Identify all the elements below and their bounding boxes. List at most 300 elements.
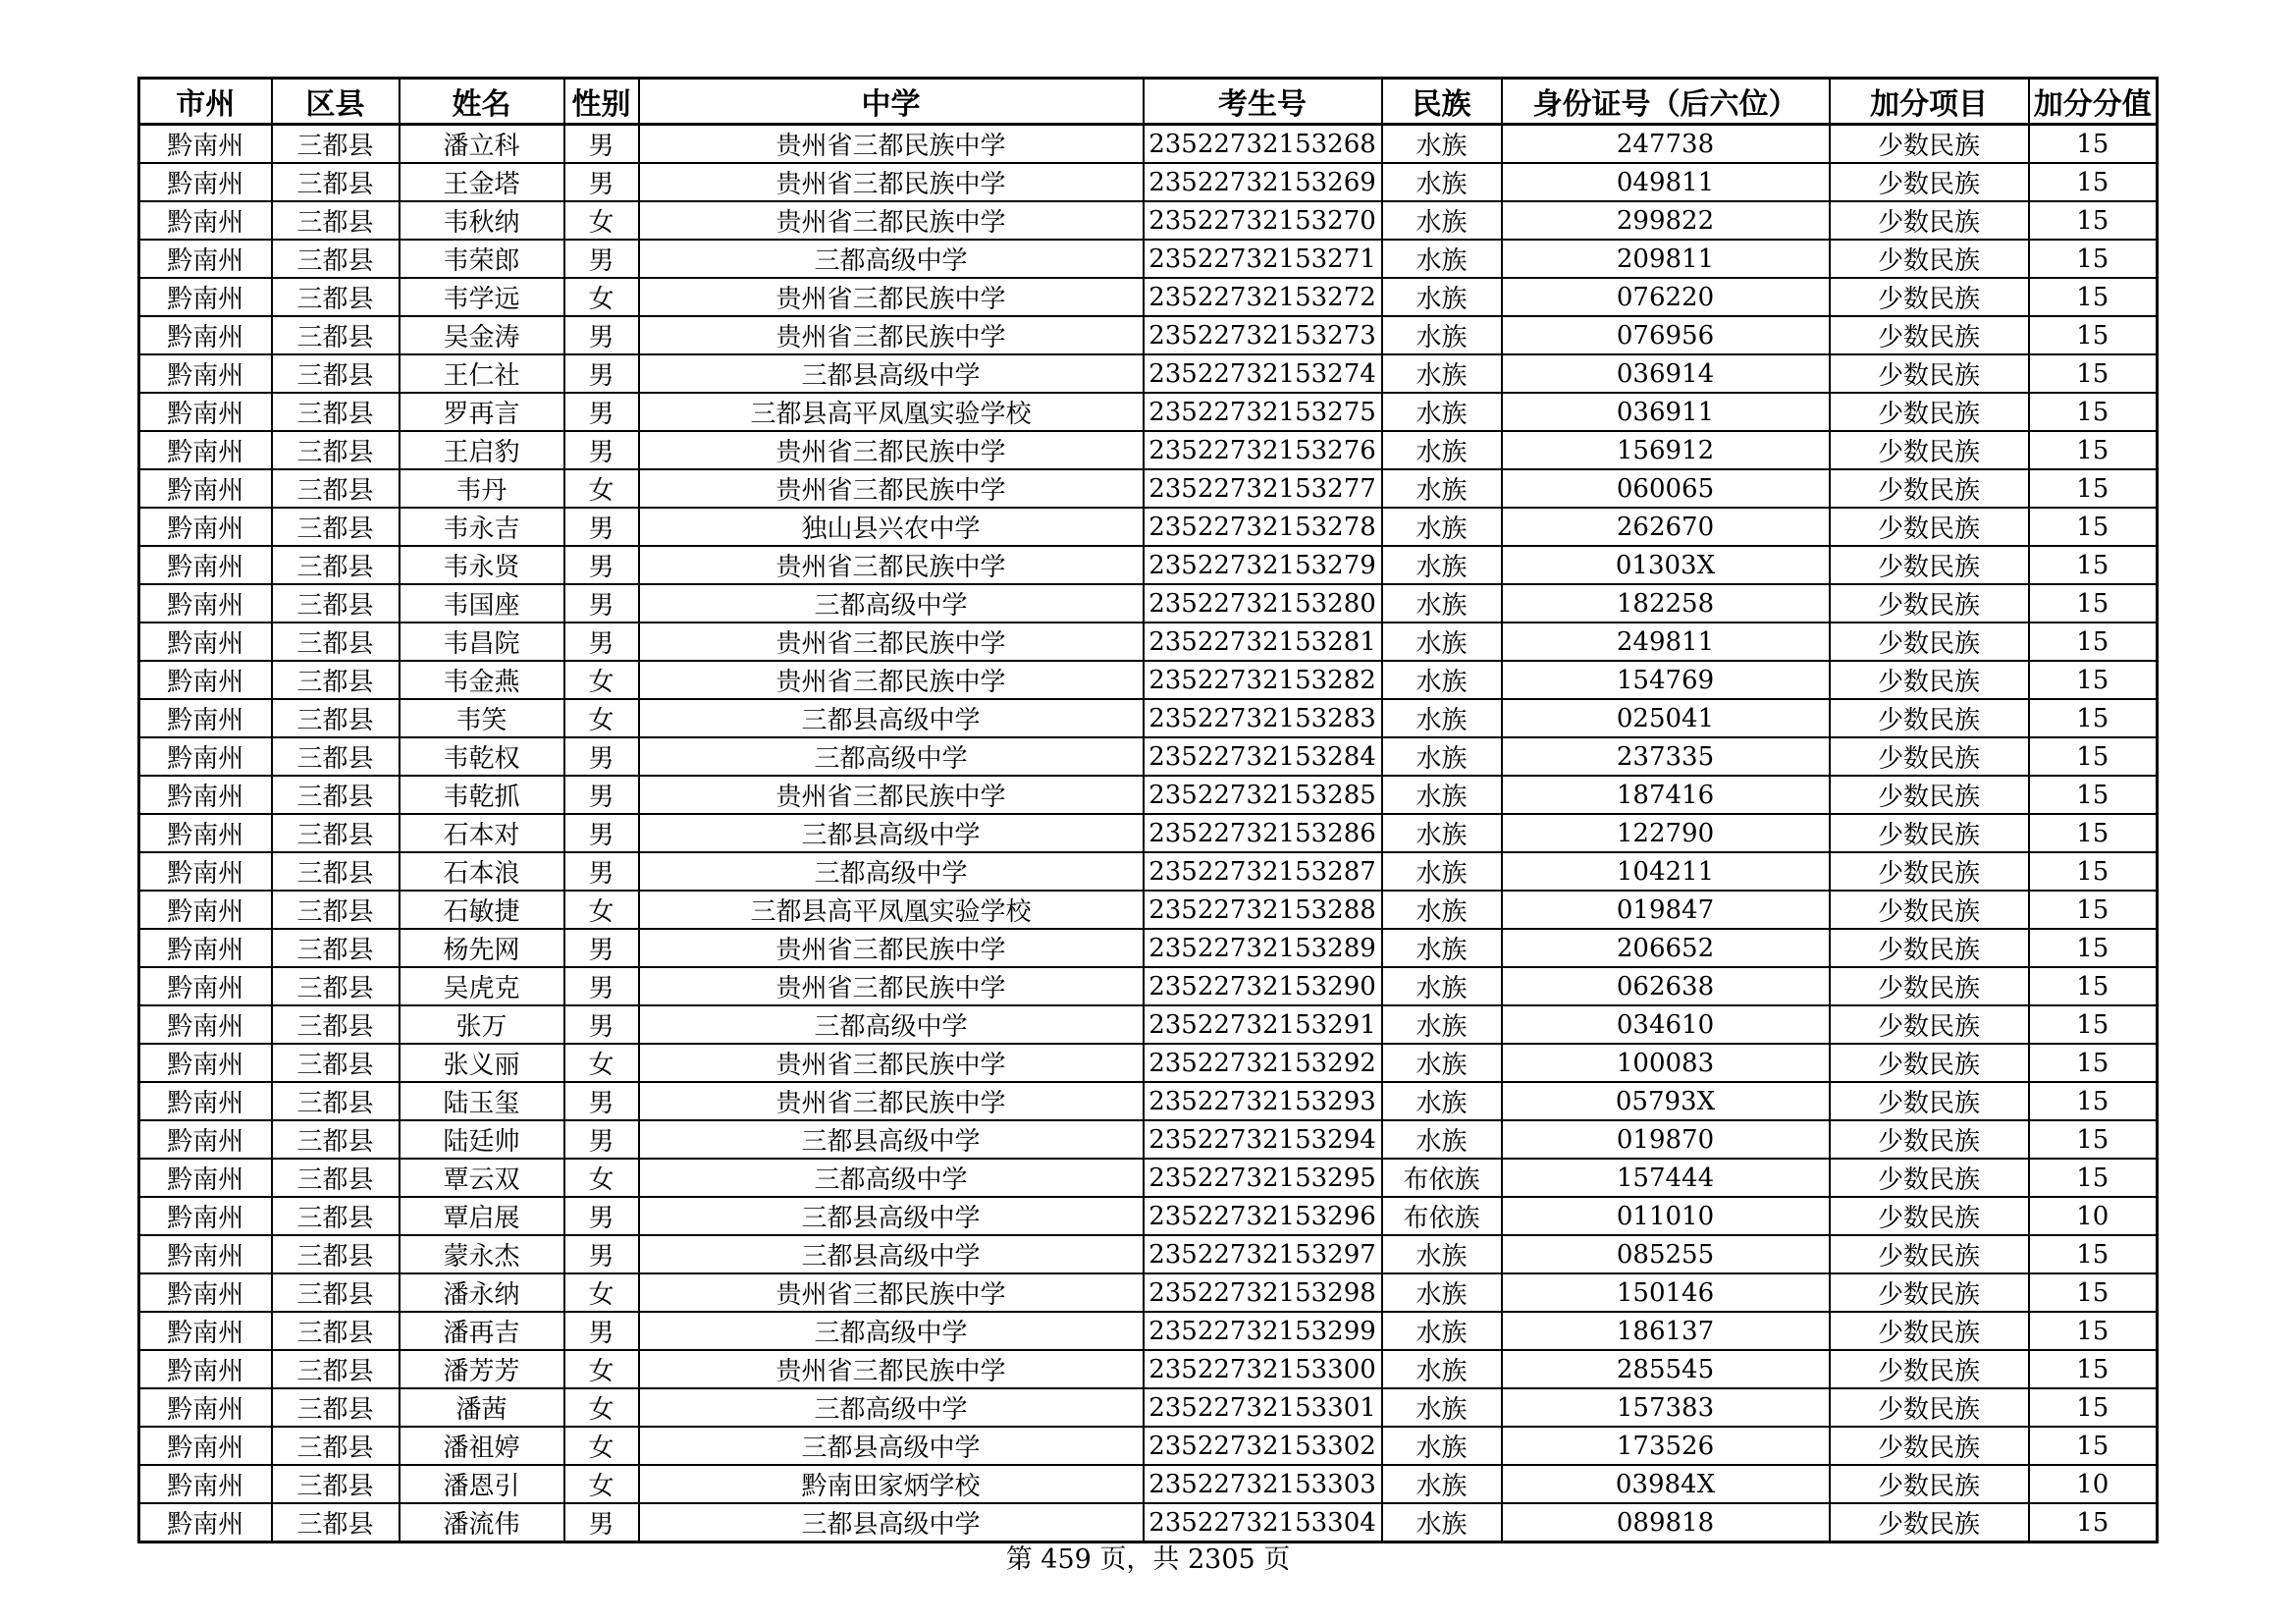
ethnicity-cell: 水族: [1382, 201, 1502, 240]
school-cell: 三都县高级中学: [639, 814, 1144, 852]
bonus-item-cell: 少数民族: [1830, 163, 2029, 201]
ethnicity-cell: 水族: [1382, 469, 1502, 508]
county-cell: 三都县: [272, 1044, 400, 1082]
bonus-item-cell: 少数民族: [1830, 1465, 2029, 1503]
city-cell: 黔南州: [139, 316, 272, 354]
school-cell: 三都县高级中学: [639, 1120, 1144, 1159]
school-cell: 三都高级中学: [639, 1005, 1144, 1044]
gender-cell: 女: [564, 1350, 639, 1388]
city-cell: 黔南州: [139, 201, 272, 240]
table-row: [139, 1465, 2158, 1503]
name-cell: 潘再吉: [400, 1312, 564, 1350]
ethnicity-cell: 水族: [1382, 1427, 1502, 1465]
bonus-score-cell: 15: [2029, 661, 2158, 699]
gender-cell: 女: [564, 1044, 639, 1082]
city-cell: 黔南州: [139, 469, 272, 508]
bonus-score-cell: 15: [2029, 1235, 2158, 1273]
id-suffix-cell: 182258: [1502, 584, 1830, 623]
gender-cell: 女: [564, 1273, 639, 1312]
table-header: [139, 79, 2158, 125]
table-row: [139, 1120, 2158, 1159]
county-cell: 三都县: [272, 393, 400, 431]
table-row: [139, 1159, 2158, 1197]
bonus-item-cell: 少数民族: [1830, 891, 2029, 929]
table-row: [139, 584, 2158, 623]
ethnicity-cell: 水族: [1382, 891, 1502, 929]
school-cell: 贵州省三都民族中学: [639, 163, 1144, 201]
exam-number-cell: 23522732153300: [1144, 1350, 1382, 1388]
gender-cell: 男: [564, 967, 639, 1005]
school-cell: 三都高级中学: [639, 584, 1144, 623]
city-cell: 黔南州: [139, 776, 272, 814]
table-row: [139, 1503, 2158, 1543]
bonus-score-header: 加分分值: [2029, 79, 2158, 125]
city-cell: 黔南州: [139, 584, 272, 623]
city-cell: 黔南州: [139, 737, 272, 776]
table-row: [139, 1427, 2158, 1465]
bonus-item-cell: 少数民族: [1830, 1503, 2029, 1543]
name-cell: 潘茜: [400, 1388, 564, 1427]
gender-cell: 男: [564, 814, 639, 852]
county-cell: 三都县: [272, 201, 400, 240]
gender-cell: 女: [564, 278, 639, 316]
bonus-score-cell: 15: [2029, 1120, 2158, 1159]
name-cell: 韦永贤: [400, 546, 564, 584]
gender-cell: 男: [564, 163, 639, 201]
gender-cell: 男: [564, 1082, 639, 1120]
ethnicity-cell: 水族: [1382, 852, 1502, 891]
gender-cell: 女: [564, 661, 639, 699]
bonus-item-cell: 少数民族: [1830, 1388, 2029, 1427]
exam-number-cell: 23522732153274: [1144, 354, 1382, 393]
bonus-score-cell: 15: [2029, 776, 2158, 814]
name-cell: 王启豹: [400, 431, 564, 469]
bonus-score-cell: 15: [2029, 1159, 2158, 1197]
exam-number-cell: 23522732153276: [1144, 431, 1382, 469]
exam-number-cell: 23522732153279: [1144, 546, 1382, 584]
name-cell: 韦丹: [400, 469, 564, 508]
school-cell: 三都县高级中学: [639, 699, 1144, 737]
gender-cell: 女: [564, 891, 639, 929]
table-row: [139, 431, 2158, 469]
ethnicity-cell: 水族: [1382, 508, 1502, 546]
county-cell: 三都县: [272, 316, 400, 354]
id-suffix-cell: 036914: [1502, 354, 1830, 393]
city-cell: 黔南州: [139, 393, 272, 431]
county-cell: 三都县: [272, 163, 400, 201]
bonus-item-cell: 少数民族: [1830, 1044, 2029, 1082]
city-cell: 黔南州: [139, 661, 272, 699]
county-cell: 三都县: [272, 776, 400, 814]
id-suffix-cell: 173526: [1502, 1427, 1830, 1465]
city-cell: 黔南州: [139, 354, 272, 393]
school-cell: 贵州省三都民族中学: [639, 278, 1144, 316]
exam-number-cell: 23522732153288: [1144, 891, 1382, 929]
gender-cell: 男: [564, 1197, 639, 1235]
school-cell: 三都高级中学: [639, 1312, 1144, 1350]
bonus-item-cell: 少数民族: [1830, 1273, 2029, 1312]
ethnicity-cell: 水族: [1382, 623, 1502, 661]
exam-number-cell: 23522732153270: [1144, 201, 1382, 240]
bonus-item-header: 加分项目: [1830, 79, 2029, 125]
city-cell: 黔南州: [139, 278, 272, 316]
table-row: [139, 852, 2158, 891]
name-cell: 韦乾权: [400, 737, 564, 776]
name-cell: 韦笑: [400, 699, 564, 737]
bonus-item-cell: 少数民族: [1830, 240, 2029, 278]
exam-number-cell: 23522732153285: [1144, 776, 1382, 814]
school-cell: 贵州省三都民族中学: [639, 1273, 1144, 1312]
county-cell: 三都县: [272, 814, 400, 852]
bonus-score-cell: 15: [2029, 814, 2158, 852]
school-cell: 贵州省三都民族中学: [639, 546, 1144, 584]
bonus-score-cell: 15: [2029, 1503, 2158, 1543]
school-cell: 贵州省三都民族中学: [639, 316, 1144, 354]
school-cell: 贵州省三都民族中学: [639, 201, 1144, 240]
name-cell: 石本浪: [400, 852, 564, 891]
school-cell: 三都县高平凤凰实验学校: [639, 891, 1144, 929]
school-cell: 贵州省三都民族中学: [639, 1044, 1144, 1082]
school-cell: 三都高级中学: [639, 240, 1144, 278]
ethnicity-cell: 水族: [1382, 814, 1502, 852]
bonus-score-cell: 15: [2029, 546, 2158, 584]
school-cell: 贵州省三都民族中学: [639, 1082, 1144, 1120]
exam-number-cell: 23522732153301: [1144, 1388, 1382, 1427]
city-cell: 黔南州: [139, 1044, 272, 1082]
city-cell: 黔南州: [139, 1465, 272, 1503]
exam-number-cell: 23522732153275: [1144, 393, 1382, 431]
gender-header: 性别: [564, 79, 639, 125]
school-cell: 贵州省三都民族中学: [639, 125, 1144, 164]
bonus-score-cell: 10: [2029, 1197, 2158, 1235]
ethnicity-cell: 布依族: [1382, 1197, 1502, 1235]
ethnicity-cell: 水族: [1382, 737, 1502, 776]
county-cell: 三都县: [272, 737, 400, 776]
table-row: [139, 125, 2158, 164]
id-suffix-cell: 011010: [1502, 1197, 1830, 1235]
county-header: 区县: [272, 79, 400, 125]
bonus-item-cell: 少数民族: [1830, 1120, 2029, 1159]
bonus-item-cell: 少数民族: [1830, 316, 2029, 354]
table-row: [139, 661, 2158, 699]
id-suffix-cell: 025041: [1502, 699, 1830, 737]
bonus-item-cell: 少数民族: [1830, 1427, 2029, 1465]
school-cell: 贵州省三都民族中学: [639, 967, 1144, 1005]
bonus-item-cell: 少数民族: [1830, 469, 2029, 508]
id-suffix-cell: 122790: [1502, 814, 1830, 852]
bonus-item-cell: 少数民族: [1830, 776, 2029, 814]
bonus-item-cell: 少数民族: [1830, 1350, 2029, 1388]
exam-number-cell: 23522732153302: [1144, 1427, 1382, 1465]
id-suffix-cell: 156912: [1502, 431, 1830, 469]
school-header: 中学: [639, 79, 1144, 125]
table-body: [139, 125, 2158, 1543]
bonus-item-cell: 少数民族: [1830, 1235, 2029, 1273]
county-cell: 三都县: [272, 1197, 400, 1235]
id-suffix-cell: 01303X: [1502, 546, 1830, 584]
county-cell: 三都县: [272, 431, 400, 469]
exam-number-cell: 23522732153289: [1144, 929, 1382, 967]
table-row: [139, 737, 2158, 776]
name-cell: 韦乾抓: [400, 776, 564, 814]
gender-cell: 男: [564, 929, 639, 967]
id-suffix-header: 身份证号（后六位）: [1502, 79, 1830, 125]
gender-cell: 男: [564, 316, 639, 354]
county-cell: 三都县: [272, 240, 400, 278]
gender-cell: 男: [564, 125, 639, 164]
id-suffix-cell: 019847: [1502, 891, 1830, 929]
table-row: [139, 1273, 2158, 1312]
city-cell: 黔南州: [139, 1120, 272, 1159]
city-cell: 黔南州: [139, 1427, 272, 1465]
county-cell: 三都县: [272, 1082, 400, 1120]
school-cell: 黔南田家炳学校: [639, 1465, 1144, 1503]
name-cell: 韦昌院: [400, 623, 564, 661]
id-suffix-cell: 076956: [1502, 316, 1830, 354]
bonus-score-cell: 15: [2029, 163, 2158, 201]
exam-number-cell: 23522732153296: [1144, 1197, 1382, 1235]
id-suffix-cell: 062638: [1502, 967, 1830, 1005]
id-suffix-cell: 034610: [1502, 1005, 1830, 1044]
name-cell: 吴金涛: [400, 316, 564, 354]
city-cell: 黔南州: [139, 240, 272, 278]
ethnicity-cell: 水族: [1382, 1120, 1502, 1159]
bonus-item-cell: 少数民族: [1830, 393, 2029, 431]
exam-number-cell: 23522732153297: [1144, 1235, 1382, 1273]
gender-cell: 男: [564, 1503, 639, 1543]
ethnicity-cell: 水族: [1382, 1503, 1502, 1543]
id-suffix-cell: 076220: [1502, 278, 1830, 316]
table-row: [139, 699, 2158, 737]
name-cell: 石本对: [400, 814, 564, 852]
table-row: [139, 929, 2158, 967]
ethnicity-cell: 水族: [1382, 431, 1502, 469]
county-cell: 三都县: [272, 278, 400, 316]
id-suffix-cell: 187416: [1502, 776, 1830, 814]
gender-cell: 女: [564, 699, 639, 737]
id-suffix-cell: 299822: [1502, 201, 1830, 240]
bonus-points-table: [137, 77, 2159, 1543]
id-suffix-cell: 237335: [1502, 737, 1830, 776]
county-cell: 三都县: [272, 852, 400, 891]
table-row: [139, 1312, 2158, 1350]
city-cell: 黔南州: [139, 546, 272, 584]
bonus-item-cell: 少数民族: [1830, 661, 2029, 699]
gender-cell: 男: [564, 623, 639, 661]
gender-cell: 男: [564, 1120, 639, 1159]
id-suffix-cell: 03984X: [1502, 1465, 1830, 1503]
exam-number-cell: 23522732153278: [1144, 508, 1382, 546]
gender-cell: 男: [564, 354, 639, 393]
ethnicity-cell: 水族: [1382, 163, 1502, 201]
table-row: [139, 469, 2158, 508]
bonus-score-cell: 15: [2029, 431, 2158, 469]
bonus-score-cell: 15: [2029, 737, 2158, 776]
county-cell: 三都县: [272, 929, 400, 967]
name-cell: 蒙永杰: [400, 1235, 564, 1273]
school-cell: 三都县高级中学: [639, 1197, 1144, 1235]
school-cell: 三都高级中学: [639, 852, 1144, 891]
exam-number-cell: 23522732153282: [1144, 661, 1382, 699]
city-cell: 黔南州: [139, 1388, 272, 1427]
id-suffix-cell: 089818: [1502, 1503, 1830, 1543]
name-cell: 王仁社: [400, 354, 564, 393]
table-row: [139, 240, 2158, 278]
name-cell: 韦秋纳: [400, 201, 564, 240]
name-cell: 潘恩引: [400, 1465, 564, 1503]
gender-cell: 男: [564, 1312, 639, 1350]
gender-cell: 女: [564, 469, 639, 508]
bonus-item-cell: 少数民族: [1830, 508, 2029, 546]
id-suffix-cell: 05793X: [1502, 1082, 1830, 1120]
ethnicity-cell: 水族: [1382, 1273, 1502, 1312]
county-cell: 三都县: [272, 1273, 400, 1312]
county-cell: 三都县: [272, 1350, 400, 1388]
city-cell: 黔南州: [139, 431, 272, 469]
ethnicity-cell: 水族: [1382, 1235, 1502, 1273]
bonus-item-cell: 少数民族: [1830, 737, 2029, 776]
school-cell: 三都县高级中学: [639, 354, 1144, 393]
table-row: [139, 1005, 2158, 1044]
exam-number-cell: 23522732153304: [1144, 1503, 1382, 1543]
bonus-item-cell: 少数民族: [1830, 431, 2029, 469]
school-cell: 三都县高级中学: [639, 1427, 1144, 1465]
bonus-score-cell: 15: [2029, 623, 2158, 661]
school-cell: 三都高级中学: [639, 1159, 1144, 1197]
county-cell: 三都县: [272, 891, 400, 929]
name-cell: 石敏捷: [400, 891, 564, 929]
ethnicity-cell: 水族: [1382, 1005, 1502, 1044]
table-row: [139, 201, 2158, 240]
name-cell: 覃启展: [400, 1197, 564, 1235]
ethnicity-cell: 水族: [1382, 1465, 1502, 1503]
id-suffix-cell: 049811: [1502, 163, 1830, 201]
bonus-item-cell: 少数民族: [1830, 929, 2029, 967]
bonus-score-cell: 10: [2029, 1465, 2158, 1503]
exam-number-cell: 23522732153284: [1144, 737, 1382, 776]
school-cell: 贵州省三都民族中学: [639, 431, 1144, 469]
bonus-score-cell: 15: [2029, 278, 2158, 316]
name-cell: 潘永纳: [400, 1273, 564, 1312]
ethnicity-cell: 水族: [1382, 1388, 1502, 1427]
table-row: [139, 316, 2158, 354]
school-cell: 贵州省三都民族中学: [639, 776, 1144, 814]
exam-number-cell: 23522732153280: [1144, 584, 1382, 623]
exam-number-cell: 23522732153268: [1144, 125, 1382, 164]
name-cell: 韦永吉: [400, 508, 564, 546]
name-cell: 韦国座: [400, 584, 564, 623]
county-cell: 三都县: [272, 469, 400, 508]
exam-number-cell: 23522732153277: [1144, 469, 1382, 508]
table-row: [139, 814, 2158, 852]
name-cell: 杨先网: [400, 929, 564, 967]
county-cell: 三都县: [272, 699, 400, 737]
bonus-item-cell: 少数民族: [1830, 201, 2029, 240]
county-cell: 三都县: [272, 967, 400, 1005]
school-cell: 三都县高平凤凰实验学校: [639, 393, 1144, 431]
exam-number-cell: 23522732153281: [1144, 623, 1382, 661]
table-row: [139, 1197, 2158, 1235]
city-cell: 黔南州: [139, 1350, 272, 1388]
city-cell: 黔南州: [139, 1503, 272, 1543]
exam-number-cell: 23522732153299: [1144, 1312, 1382, 1350]
city-cell: 黔南州: [139, 508, 272, 546]
name-header: 姓名: [400, 79, 564, 125]
name-cell: 王金塔: [400, 163, 564, 201]
bonus-item-cell: 少数民族: [1830, 967, 2029, 1005]
name-cell: 潘流伟: [400, 1503, 564, 1543]
ethnicity-cell: 水族: [1382, 354, 1502, 393]
bonus-score-cell: 15: [2029, 967, 2158, 1005]
school-cell: 贵州省三都民族中学: [639, 469, 1144, 508]
bonus-item-cell: 少数民族: [1830, 623, 2029, 661]
name-cell: 潘芳芳: [400, 1350, 564, 1388]
bonus-score-cell: 15: [2029, 891, 2158, 929]
exam-number-cell: 23522732153273: [1144, 316, 1382, 354]
city-cell: 黔南州: [139, 1197, 272, 1235]
bonus-score-cell: 15: [2029, 1005, 2158, 1044]
bonus-score-cell: 15: [2029, 1044, 2158, 1082]
ethnicity-cell: 水族: [1382, 584, 1502, 623]
city-header: 市州: [139, 79, 272, 125]
exam-number-cell: 23522732153292: [1144, 1044, 1382, 1082]
city-cell: 黔南州: [139, 1235, 272, 1273]
ethnicity-cell: 水族: [1382, 699, 1502, 737]
bonus-item-cell: 少数民族: [1830, 1005, 2029, 1044]
bonus-item-cell: 少数民族: [1830, 1197, 2029, 1235]
table-row: [139, 1044, 2158, 1082]
bonus-item-cell: 少数民族: [1830, 278, 2029, 316]
id-suffix-cell: 206652: [1502, 929, 1830, 967]
id-suffix-cell: 154769: [1502, 661, 1830, 699]
bonus-score-cell: 15: [2029, 1082, 2158, 1120]
ethnicity-cell: 水族: [1382, 316, 1502, 354]
school-cell: 贵州省三都民族中学: [639, 661, 1144, 699]
name-cell: 陆廷帅: [400, 1120, 564, 1159]
table-row: [139, 1388, 2158, 1427]
county-cell: 三都县: [272, 1005, 400, 1044]
gender-cell: 女: [564, 1159, 639, 1197]
school-cell: 三都高级中学: [639, 1388, 1144, 1427]
header-row: [139, 79, 2158, 125]
table-row: [139, 891, 2158, 929]
bonus-score-cell: 15: [2029, 508, 2158, 546]
id-suffix-cell: 150146: [1502, 1273, 1830, 1312]
city-cell: 黔南州: [139, 125, 272, 164]
ethnicity-cell: 水族: [1382, 661, 1502, 699]
table-row: [139, 967, 2158, 1005]
ethnicity-cell: 水族: [1382, 393, 1502, 431]
bonus-score-cell: 15: [2029, 929, 2158, 967]
id-suffix-cell: 247738: [1502, 125, 1830, 164]
bonus-item-cell: 少数民族: [1830, 814, 2029, 852]
bonus-item-cell: 少数民族: [1830, 584, 2029, 623]
ethnicity-cell: 水族: [1382, 1044, 1502, 1082]
table-row: [139, 163, 2158, 201]
bonus-score-cell: 15: [2029, 1350, 2158, 1388]
id-suffix-cell: 019870: [1502, 1120, 1830, 1159]
county-cell: 三都县: [272, 546, 400, 584]
city-cell: 黔南州: [139, 1005, 272, 1044]
id-suffix-cell: 100083: [1502, 1044, 1830, 1082]
exam-number-cell: 23522732153295: [1144, 1159, 1382, 1197]
gender-cell: 男: [564, 776, 639, 814]
ethnicity-cell: 水族: [1382, 967, 1502, 1005]
bonus-score-cell: 15: [2029, 316, 2158, 354]
school-cell: 独山县兴农中学: [639, 508, 1144, 546]
county-cell: 三都县: [272, 1427, 400, 1465]
gender-cell: 男: [564, 584, 639, 623]
